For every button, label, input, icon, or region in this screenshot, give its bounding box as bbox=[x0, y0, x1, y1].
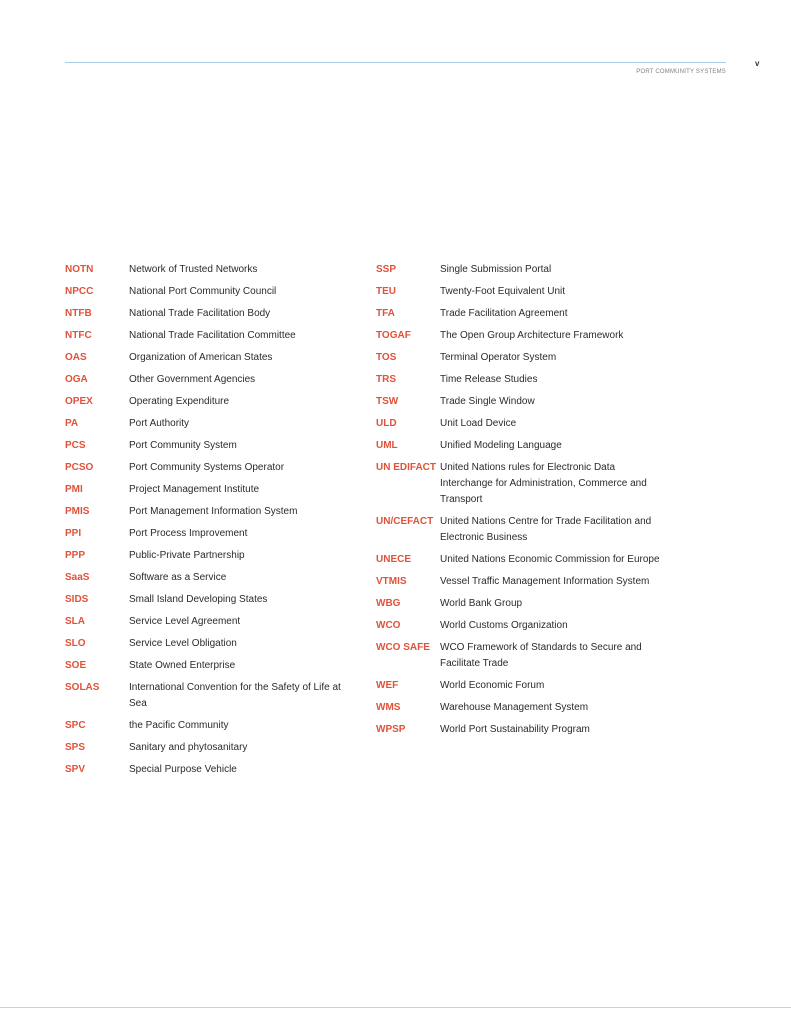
glossary-abbreviation: SLA bbox=[65, 616, 85, 627]
glossary-row bbox=[376, 438, 676, 454]
glossary-definition: Operating Expenditure bbox=[129, 396, 230, 407]
glossary-abbreviation: TRS bbox=[376, 374, 396, 385]
glossary-definition: Trade Facilitation Agreement bbox=[440, 308, 568, 319]
glossary-abbreviation: PPP bbox=[65, 550, 86, 561]
glossary-row bbox=[65, 718, 365, 734]
glossary-row bbox=[65, 526, 365, 542]
glossary-definition: World Customs Organization bbox=[440, 620, 568, 631]
glossary-definition: Network of Trusted Networks bbox=[129, 264, 258, 275]
glossary-definition: World Bank Group bbox=[440, 598, 523, 609]
glossary-row bbox=[376, 618, 676, 634]
glossary-abbreviation: NTFB bbox=[65, 308, 92, 319]
glossary-row bbox=[65, 548, 365, 564]
glossary-definition: Organization of American States bbox=[129, 352, 273, 363]
glossary-row bbox=[65, 372, 365, 388]
glossary-definition: World Port Sustainability Program bbox=[440, 724, 590, 735]
glossary-definition: Port Process Improvement bbox=[129, 528, 248, 539]
glossary-definition: Service Level Agreement bbox=[129, 616, 241, 627]
glossary-abbreviation: PCS bbox=[65, 440, 86, 451]
glossary-abbreviation: UN EDIFACT bbox=[376, 462, 436, 473]
glossary-abbreviation: WEF bbox=[376, 680, 399, 691]
glossary-row bbox=[65, 762, 365, 778]
glossary-definition: Service Level Obligation bbox=[129, 638, 237, 649]
glossary-row bbox=[65, 482, 365, 498]
glossary-definition: Trade Single Window bbox=[440, 396, 535, 407]
glossary-row bbox=[376, 574, 676, 590]
glossary-abbreviation: NPCC bbox=[65, 286, 94, 297]
glossary-definition: World Economic Forum bbox=[440, 680, 545, 691]
glossary-row bbox=[65, 394, 365, 410]
glossary-abbreviation: OAS bbox=[65, 352, 87, 363]
glossary-row bbox=[376, 284, 676, 300]
glossary-abbreviation: NTFC bbox=[65, 330, 92, 341]
glossary-abbreviation: SPV bbox=[65, 764, 86, 775]
glossary-abbreviation: TOGAF bbox=[376, 330, 411, 341]
glossary-definition: Other Government Agencies bbox=[129, 374, 256, 385]
glossary-definition: United Nations Centre for Trade Facilitation and Electronic Business bbox=[440, 516, 652, 543]
glossary-row bbox=[65, 328, 365, 344]
glossary-abbreviation: SIDS bbox=[65, 594, 89, 605]
glossary-definition: Project Management Institute bbox=[129, 484, 260, 495]
glossary-row bbox=[376, 700, 676, 716]
glossary-abbreviation: PCSO bbox=[65, 462, 94, 473]
glossary-definition: Small Island Developing States bbox=[129, 594, 268, 605]
glossary-row bbox=[65, 740, 365, 756]
glossary-row bbox=[376, 514, 676, 546]
glossary-definition: State Owned Enterprise bbox=[129, 660, 236, 671]
glossary-abbreviation: PMIS bbox=[65, 506, 90, 517]
glossary-definition: Special Purpose Vehicle bbox=[129, 764, 237, 775]
glossary-definition: Twenty-Foot Equivalent Unit bbox=[440, 286, 566, 297]
glossary-abbreviation: NOTN bbox=[65, 264, 94, 275]
glossary-row bbox=[376, 552, 676, 568]
glossary-definition: Unified Modeling Language bbox=[440, 440, 562, 451]
glossary-column-left bbox=[65, 262, 365, 784]
glossary-row bbox=[376, 262, 676, 278]
glossary-definition: Unit Load Device bbox=[440, 418, 517, 429]
glossary-definition: National Port Community Council bbox=[129, 286, 277, 297]
glossary-row bbox=[65, 570, 365, 586]
glossary-abbreviation: TFA bbox=[376, 308, 395, 319]
glossary-definition: Port Community System bbox=[129, 440, 237, 451]
glossary-definition: National Trade Facilitation Body bbox=[129, 308, 271, 319]
glossary-abbreviation: WCO bbox=[376, 620, 401, 631]
glossary-abbreviation: PA bbox=[65, 418, 79, 429]
glossary-row bbox=[65, 636, 365, 652]
glossary-definition: Single Submission Portal bbox=[440, 264, 552, 275]
glossary-abbreviation: VTMIS bbox=[376, 576, 407, 587]
glossary-abbreviation: UNECE bbox=[376, 554, 412, 565]
glossary-abbreviation: TSW bbox=[376, 396, 399, 407]
glossary-definition: Public-Private Partnership bbox=[129, 550, 245, 561]
page-bottom-edge bbox=[0, 1007, 791, 1008]
glossary-abbreviation: SPC bbox=[65, 720, 86, 731]
glossary-definition: Port Community Systems Operator bbox=[129, 462, 285, 473]
glossary-definition: United Nations rules for Electronic Data Interchange for Administration, Commerce and Transport bbox=[440, 462, 647, 505]
glossary-abbreviation: SOLAS bbox=[65, 682, 100, 693]
glossary-row bbox=[376, 416, 676, 432]
glossary-definition: Port Management Information System bbox=[129, 506, 298, 517]
glossary-row bbox=[65, 438, 365, 454]
glossary-row bbox=[65, 306, 365, 322]
glossary-abbreviation: SaaS bbox=[65, 572, 90, 583]
glossary-abbreviation: SPS bbox=[65, 742, 86, 753]
glossary-abbreviation: UML bbox=[376, 440, 398, 451]
glossary-row bbox=[376, 372, 676, 388]
glossary-abbreviation: SSP bbox=[376, 264, 397, 275]
glossary-abbreviation: PPI bbox=[65, 528, 82, 539]
glossary-definition: The Open Group Architecture Framework bbox=[440, 330, 624, 341]
glossary-row bbox=[376, 722, 676, 738]
glossary-abbreviation: WPSP bbox=[376, 724, 406, 735]
glossary-definition: United Nations Economic Commission for Europe bbox=[440, 554, 660, 565]
glossary-definition: Time Release Studies bbox=[440, 374, 538, 385]
glossary-row bbox=[376, 328, 676, 344]
glossary-definition: WCO Framework of Standards to Secure and Facilitate Trade bbox=[440, 642, 642, 669]
glossary-definition: National Trade Facilitation Committee bbox=[129, 330, 296, 341]
glossary-row bbox=[376, 640, 676, 672]
glossary-row bbox=[65, 262, 365, 278]
glossary-row bbox=[376, 678, 676, 694]
glossary-abbreviation: SOE bbox=[65, 660, 87, 671]
glossary-abbreviation: TEU bbox=[376, 286, 396, 297]
glossary-abbreviation: OGA bbox=[65, 374, 88, 385]
page-number: v bbox=[755, 59, 760, 68]
glossary-row bbox=[376, 460, 676, 508]
glossary-row bbox=[65, 592, 365, 608]
glossary-definition: Terminal Operator System bbox=[440, 352, 557, 363]
glossary-abbreviation: WMS bbox=[376, 702, 401, 713]
glossary-abbreviation: OPEX bbox=[65, 396, 93, 407]
glossary-row bbox=[376, 306, 676, 322]
glossary-definition: Vessel Traffic Management Information System bbox=[440, 576, 650, 587]
glossary-abbreviation: PMI bbox=[65, 484, 83, 495]
glossary-row bbox=[65, 614, 365, 630]
glossary-abbreviation: WCO SAFE bbox=[376, 642, 430, 653]
glossary-row bbox=[65, 680, 365, 712]
glossary-abbreviation: SLO bbox=[65, 638, 86, 649]
glossary-row bbox=[65, 658, 365, 674]
glossary-row bbox=[65, 350, 365, 366]
glossary-abbreviation: ULD bbox=[376, 418, 397, 429]
glossary-row bbox=[65, 284, 365, 300]
running-header: PORT COMMUNITY SYSTEMS bbox=[636, 69, 726, 75]
glossary-abbreviation: UN/CEFACT bbox=[376, 516, 434, 527]
glossary-row bbox=[65, 460, 365, 476]
glossary-column-right bbox=[376, 262, 676, 744]
glossary-definition: Sanitary and phytosanitary bbox=[129, 742, 248, 753]
glossary-row bbox=[376, 394, 676, 410]
glossary-row bbox=[65, 416, 365, 432]
header-rule bbox=[65, 62, 726, 63]
glossary-row bbox=[65, 504, 365, 520]
glossary-definition: Warehouse Management System bbox=[440, 702, 589, 713]
glossary-row bbox=[376, 596, 676, 612]
glossary-definition: International Convention for the Safety of Life at Sea bbox=[129, 682, 341, 709]
glossary-row bbox=[376, 350, 676, 366]
glossary-abbreviation: TOS bbox=[376, 352, 397, 363]
glossary-definition: Port Authority bbox=[129, 418, 190, 429]
glossary-abbreviation: WBG bbox=[376, 598, 401, 609]
glossary-definition: Software as a Service bbox=[129, 572, 227, 583]
glossary-definition: the Pacific Community bbox=[129, 720, 229, 731]
